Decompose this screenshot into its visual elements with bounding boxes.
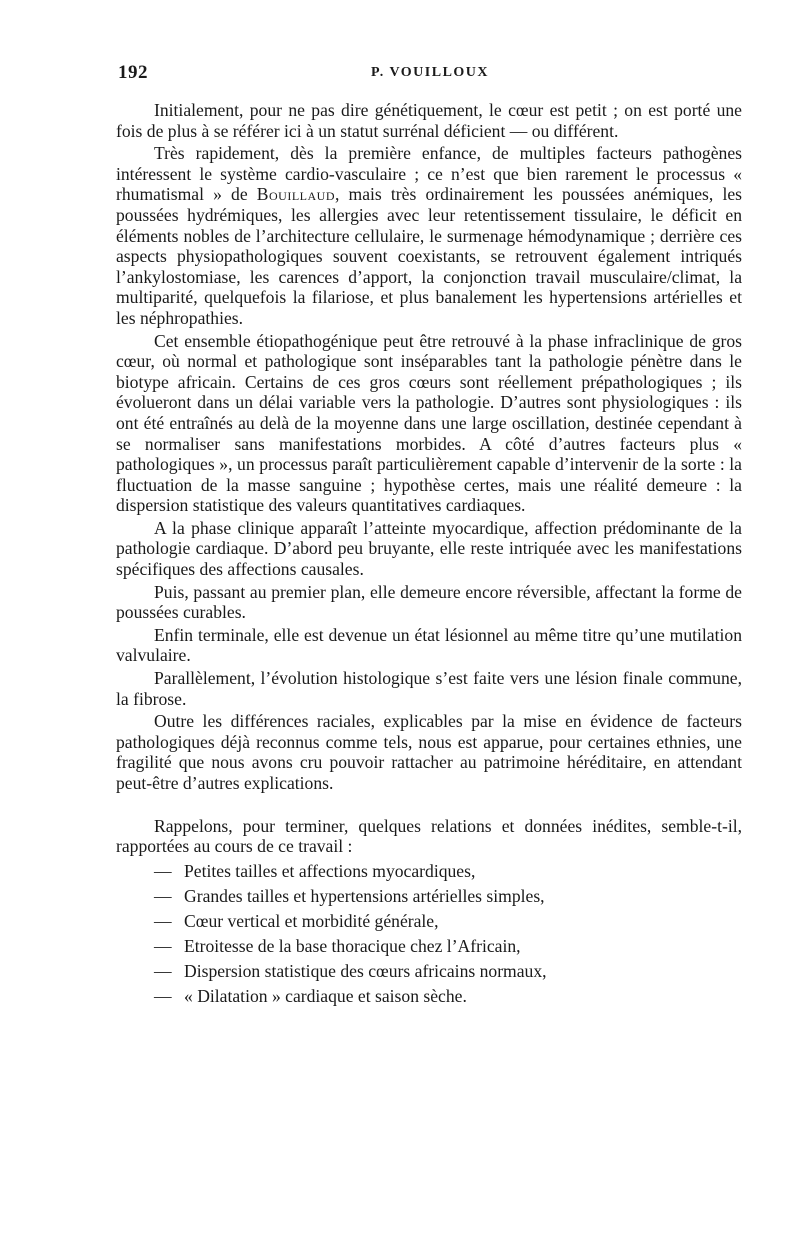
paragraph-5: Puis, passant au premier plan, elle demeure encore réversible, affectant la forme de poussées curables. xyxy=(116,581,742,623)
list-dash: — xyxy=(154,885,172,906)
list-dash: — xyxy=(154,986,172,1007)
cited-author: Bouillaud xyxy=(256,184,336,205)
list-item-text: Dispersion statistique des cœurs africains normaux, xyxy=(184,961,547,982)
list-item-text: « Dilatation » cardiaque et saison sèche. xyxy=(184,986,467,1007)
list-dash: — xyxy=(154,910,172,931)
list-item xyxy=(154,961,742,982)
findings-list xyxy=(116,861,742,1007)
list-item-text: Grandes tailles et hypertensions artérielles simples, xyxy=(184,885,545,906)
paragraph-4: A la phase clinique apparaît l’atteinte myocardique, affection prédominante de la pathologie cardiaque. D’abord peu bruyante, elle reste intriquée avec les manifestations spécifiques des affections causales. xyxy=(116,517,742,580)
paragraph-2-text-a: Très rapidement, dès la première enfance, de multiples facteurs pathogènes intéressent le système cardio-vasculaire ; ce n’est que bien rarement le processus « rhumatismal » de xyxy=(116,143,742,205)
paragraph-6: Enfin terminale, elle est devenue un état lésionnel au même titre qu’une mutilation valvulaire. xyxy=(116,624,742,666)
list-dash: — xyxy=(154,961,172,982)
list-item xyxy=(154,886,742,907)
list-dash: — xyxy=(154,936,172,957)
list-item xyxy=(154,936,742,957)
paragraph-3: Cet ensemble étiopathogénique peut être retrouvé à la phase infraclinique de gros cœur, où normal et pathologique sont inséparables tant la pathologie pénètre dans le biotype africain. Certains de ces gros cœurs sont réellement prépathologiques ; ils évolueront dans un délai variable vers la pathologie. D’autres sont physiologiques : ils ont été entraînés au delà de la moyenne dans une large oscillation, destinée cependant à se normaliser sans manifestations morbides. A côté d’autres facteurs plus « pathologiques », un processus paraît particulièrement capable d’intervenir de la sorte : la fluctuation de la masse sanguine ; hypothèse certes, mais une réalité demeure : la dispersion statistique des valeurs quantitatives cardiaques. xyxy=(116,330,742,516)
list-item xyxy=(154,986,742,1007)
paragraph-2 xyxy=(116,143,742,328)
running-head-author: P. VOUILLOUX xyxy=(370,65,490,80)
list-item-text: Cœur vertical et morbidité générale, xyxy=(184,910,439,931)
list-item xyxy=(154,911,742,932)
list-dash: — xyxy=(154,860,172,881)
list-item-text: Petites tailles et affections myocardiques, xyxy=(184,860,476,881)
paragraph-9: Rappelons, pour terminer, quelques relations et données inédites, semble-t-il, rapportées au cours de ce travail : xyxy=(116,815,742,857)
paragraph-1: Initialement, pour ne pas dire génétiquement, le cœur est petit ; on est porté une fois de plus à se référer ici à un statut surrénal déficient — ou différent. xyxy=(116,100,742,141)
body-text xyxy=(116,100,742,1011)
page-number: 192 xyxy=(118,62,148,83)
paragraph-2-text-b: , mais très ordinairement les poussées anémiques, les poussées hydrémiques, les allergies avec leur retentissement tissulaire, le déficit en éléments nobles de l’architecture cellulaire, le surmenage hémodynamique ; derrière ces aspects physiopathologiques souvent coexistants, se retrouvent également intriqués l’ankylostomiase, les carences d’apport, la conjonction travail musculaire/climat, la multiparité, quelquefois la filariose, et plus banalement les hypertensions artérielles et les néphropathies. xyxy=(116,184,742,328)
list-item xyxy=(154,861,742,882)
page-header xyxy=(118,62,742,86)
paragraph-7: Parallèlement, l’évolution histologique s’est faite vers une lésion finale commune, la fibrose. xyxy=(116,668,742,709)
paragraph-8: Outre les différences raciales, explicables par la mise en évidence de facteurs pathologiques déjà reconnus comme tels, nous est apparue, pour certaines ethnies, une fragilité que nous avons cru pouvoir rattacher au patrimoine héréditaire, en attendant peut-être d’autres explications. xyxy=(116,711,742,793)
list-item-text: Etroitesse de la base thoracique chez l’Africain, xyxy=(184,936,521,957)
